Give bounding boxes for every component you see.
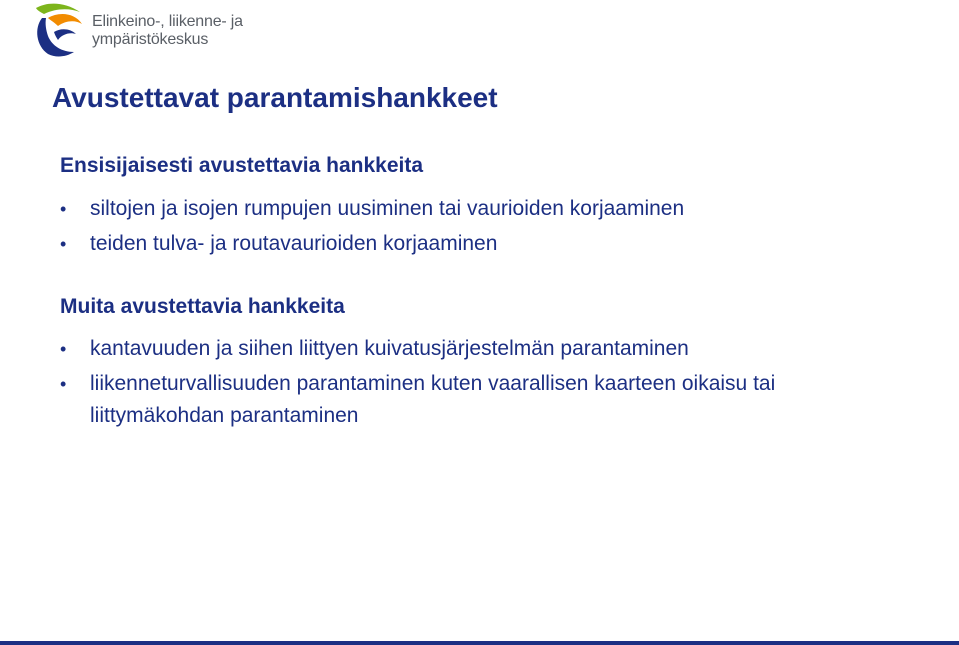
list-item: [60, 228, 910, 260]
list-item-text: liikenneturvallisuuden parantaminen kuten vaarallisen kaarteen oikaisu tai liittymäkohdan parantaminen: [90, 372, 776, 427]
ely-logo: [32, 2, 243, 58]
section-heading-primary: Ensisijaisesti avustettavia hankkeita: [60, 154, 424, 177]
bullet-list-primary: [60, 193, 910, 263]
list-item-text: teiden tulva- ja routavaurioiden korjaaminen: [90, 232, 498, 255]
list-item: [60, 368, 910, 432]
ely-logo-mark-icon: [32, 2, 84, 58]
bullet-icon: •: [60, 339, 67, 359]
logo-line-1: Elinkeino-, liikenne- ja: [92, 13, 243, 30]
footer-divider: [0, 641, 959, 645]
bullet-icon: •: [60, 199, 67, 219]
logo-line-2: ympäristökeskus: [92, 31, 209, 48]
bullet-list-other: [60, 333, 910, 435]
list-item-text: siltojen ja isojen rumpujen uusiminen tai vaurioiden korjaaminen: [90, 197, 685, 220]
list-item-text: kantavuuden ja siihen liittyen kuivatusjärjestelmän parantaminen: [90, 337, 689, 360]
slide-title: Avustettavat parantamishankkeet: [52, 82, 498, 113]
section-heading-other: Muita avustettavia hankkeita: [60, 295, 345, 318]
bullet-icon: •: [60, 374, 67, 394]
ely-logo-wordmark: [92, 13, 243, 49]
list-item: [60, 333, 910, 365]
list-item: [60, 193, 910, 225]
bullet-icon: •: [60, 234, 67, 254]
